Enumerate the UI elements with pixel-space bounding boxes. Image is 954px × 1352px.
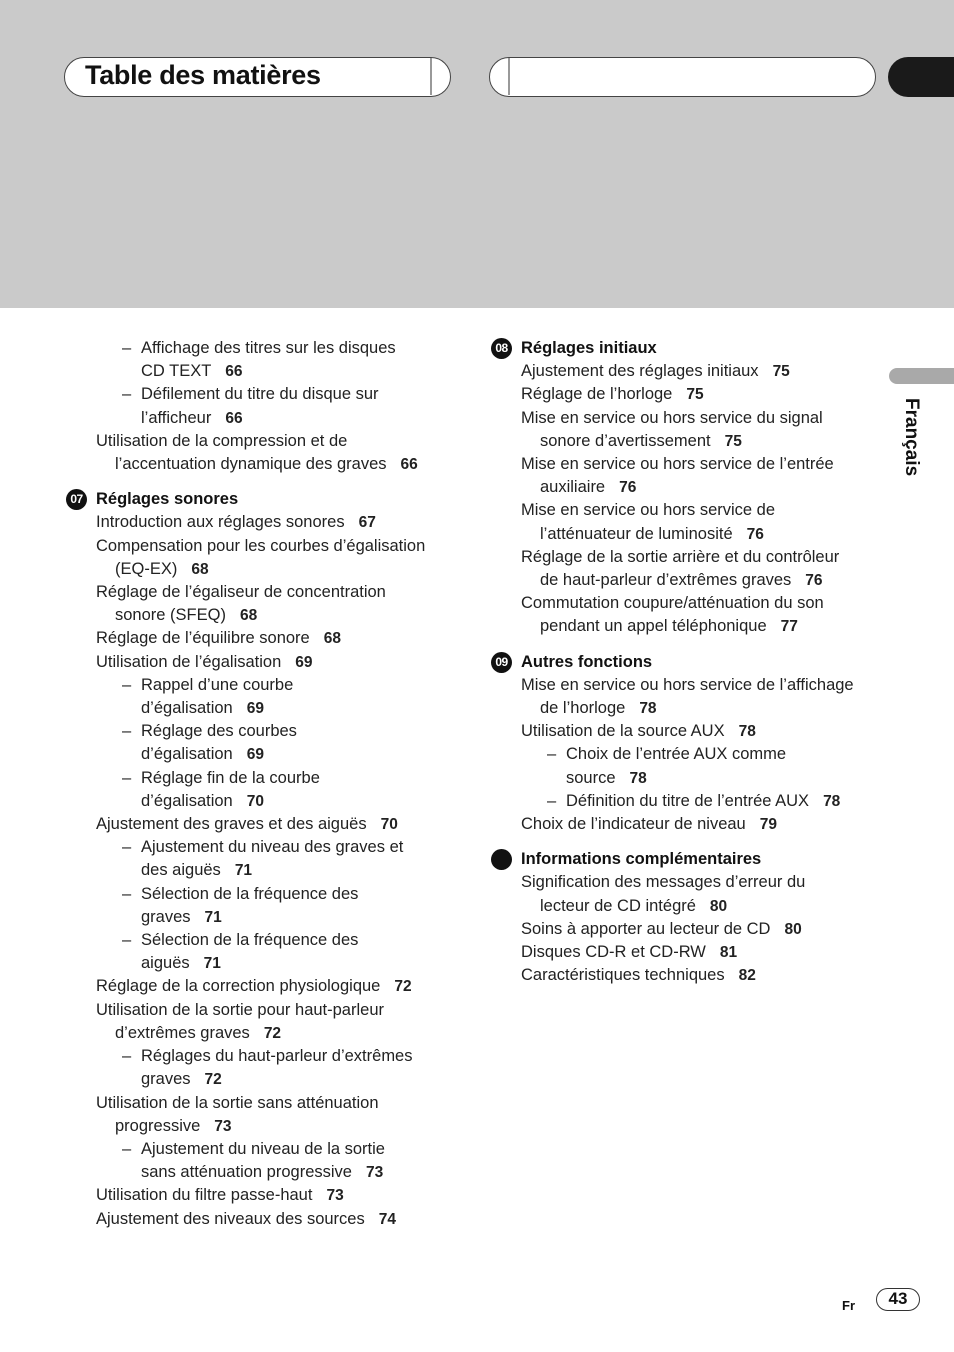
toc-entry[interactable]: Mise en service ou hors service de l’entrée auxiliaire 76 [521, 455, 834, 497]
page-number: 73 [214, 1117, 232, 1135]
toc-entry[interactable]: Utilisation de la source AUX 78 [521, 722, 756, 741]
language-label: Français [901, 398, 922, 477]
toc-entry[interactable]: Mise en service ou hors service de l’affichage de l’horloge 78 [521, 675, 854, 718]
toc-entry[interactable]: Ajustement des réglages initiaux 75 [521, 362, 790, 381]
blank-pill [489, 57, 876, 97]
page-number: 74 [378, 1210, 396, 1228]
toc-subentry[interactable]: – Réglage des courbes d’égalisation 69 [122, 722, 297, 764]
page-number: 77 [780, 618, 798, 636]
page-number: 75 [772, 363, 790, 381]
toc-entry[interactable]: Réglage de l’égaliseur de concentration sonore (SFEQ) 68 [96, 583, 386, 625]
page-number: 75 [686, 386, 704, 404]
toc-column-left [66, 337, 466, 1231]
page-number: 76 [619, 479, 637, 497]
page-number: 72 [263, 1024, 282, 1042]
page-number: 80 [709, 897, 728, 915]
page-number: 78 [639, 700, 657, 718]
page-number: 80 [784, 920, 802, 938]
toc-subentry[interactable]: – Défilement du titre du disque sur l’afficheur 66 [122, 385, 379, 427]
toc-subentry[interactable]: – Réglages du haut-parleur d’extrêmes graves 72 [122, 1047, 413, 1089]
title-pill [64, 57, 451, 97]
toc-entry[interactable]: Ajustement des niveaux des sources 74 [96, 1209, 396, 1228]
section-number-badge: 08 [491, 338, 512, 359]
page-number: 71 [204, 908, 222, 926]
toc-entry[interactable]: Commutation coupure/atténuation du son pendant un appel téléphonique 77 [521, 594, 824, 636]
toc-subentry[interactable]: – Sélection de la fréquence des aiguës 71 [122, 931, 359, 973]
page-number: 81 [719, 944, 738, 962]
page-number: 72 [204, 1071, 222, 1089]
section-bullet-icon [491, 849, 512, 870]
page-number: 68 [323, 630, 341, 648]
section-number-badge: 09 [491, 652, 512, 673]
toc-entry[interactable]: Utilisation du filtre passe-haut 73 [96, 1186, 344, 1205]
page-number: 79 [759, 816, 777, 834]
toc-subentry[interactable]: – Ajustement du niveau de la sortie sans atténuation progressive 73 [122, 1139, 385, 1182]
page-number: 69 [246, 746, 264, 764]
footer-language: Fr [842, 1298, 855, 1313]
page-number: 82 [738, 967, 756, 985]
toc-entry[interactable]: Choix de l’indicateur de niveau 79 [521, 815, 777, 834]
section-number-badge: 07 [66, 489, 87, 510]
page-number: 78 [629, 769, 647, 787]
page-number: 78 [823, 792, 841, 810]
page-number: 78 [738, 723, 756, 741]
page-number: 69 [295, 653, 313, 671]
page-number: 68 [239, 607, 258, 625]
toc-subentry[interactable]: – Choix de l’entrée AUX comme source 78 [547, 745, 787, 787]
page-number: 76 [805, 572, 823, 590]
toc-subentry[interactable]: – Sélection de la fréquence des graves 71 [122, 884, 359, 926]
toc-entry[interactable]: Compensation pour les courbes d’égalisation (EQ-EX) 68 [96, 536, 426, 578]
pill-divider [508, 58, 510, 95]
page-number: 71 [234, 862, 253, 880]
section-heading-09[interactable]: 09 Autres fonctions [491, 651, 891, 674]
page-number: 70 [380, 816, 398, 834]
toc-subentry[interactable]: – Rappel d’une courbe d’égalisation 69 [122, 675, 294, 718]
toc-entry[interactable]: Réglage de la sortie arrière et du contrôleur de haut-parleur d’extrêmes graves 76 [521, 547, 840, 590]
toc-entry[interactable]: Mise en service ou hors service du signal sonore d’avertissement 75 [521, 408, 823, 450]
toc-subentry[interactable]: – Ajustement du niveau des graves et des aiguës 71 [122, 838, 404, 880]
language-tab [889, 368, 954, 384]
toc-entry[interactable]: Utilisation de l’égalisation 69 [96, 652, 313, 671]
footer-page-number: 43 [876, 1288, 920, 1311]
toc-entry[interactable]: Utilisation de la sortie sans atténuation progressive 73 [96, 1093, 379, 1135]
page-number: 70 [246, 792, 264, 810]
toc-entry[interactable]: Mise en service ou hors service de l’atténuateur de luminosité 76 [521, 501, 776, 543]
toc-entry[interactable]: Caractéristiques techniques 82 [521, 966, 756, 985]
toc-subentry[interactable]: – Affichage des titres sur les disques CD TEXT 66 [122, 339, 396, 381]
toc-entry[interactable]: Utilisation de la compression et de l’accentuation dynamique des graves 66 [96, 431, 418, 474]
page-number: 66 [400, 456, 418, 474]
page-number: 73 [365, 1164, 384, 1182]
header-band [0, 0, 954, 308]
toc-entry[interactable]: Soins à apporter au lecteur de CD 80 [521, 919, 802, 938]
toc-column-right [491, 337, 891, 987]
page-number: 75 [724, 432, 742, 450]
toc-entry[interactable]: Réglage de l’équilibre sonore 68 [96, 629, 341, 648]
page-number: 71 [203, 955, 221, 973]
pill-divider [430, 58, 432, 95]
toc-subentry[interactable]: – Réglage fin de la courbe d’égalisation 70 [122, 768, 320, 810]
toc-entry[interactable]: Signification des messages d’erreur du lecteur de CD intégré 80 [521, 873, 806, 915]
page-number: 69 [246, 700, 264, 718]
page-number: 66 [225, 409, 243, 427]
page-number: 68 [191, 560, 209, 578]
toc-entry[interactable]: Introduction aux réglages sonores 67 [96, 513, 376, 532]
toc-entry[interactable]: Utilisation de la sortie pour haut-parleur d’extrêmes graves 72 [96, 1000, 384, 1042]
section-heading-08[interactable]: 08 Réglages initiaux [491, 337, 891, 360]
page-number: 67 [358, 514, 376, 532]
toc-entry[interactable]: Disques CD-R et CD-RW 81 [521, 943, 738, 962]
section-heading-info[interactable]: Informations complémentaires [491, 848, 891, 871]
page-number: 76 [746, 525, 764, 543]
page-number: 73 [326, 1187, 344, 1205]
chapter-tab [888, 57, 954, 97]
toc-entry[interactable]: Réglage de la correction physiologique 72 [96, 977, 412, 996]
section-heading-07[interactable]: 07 Réglages sonores [66, 488, 466, 511]
toc-entry[interactable]: Ajustement des graves et des aiguës 70 [96, 815, 398, 834]
page-title: Table des matières [85, 60, 321, 90]
toc-entry[interactable]: Réglage de l’horloge 75 [521, 385, 704, 404]
page-number: 66 [225, 363, 243, 381]
page-number: 72 [394, 978, 412, 996]
toc-subentry[interactable]: – Définition du titre de l’entrée AUX 78 [547, 791, 841, 810]
